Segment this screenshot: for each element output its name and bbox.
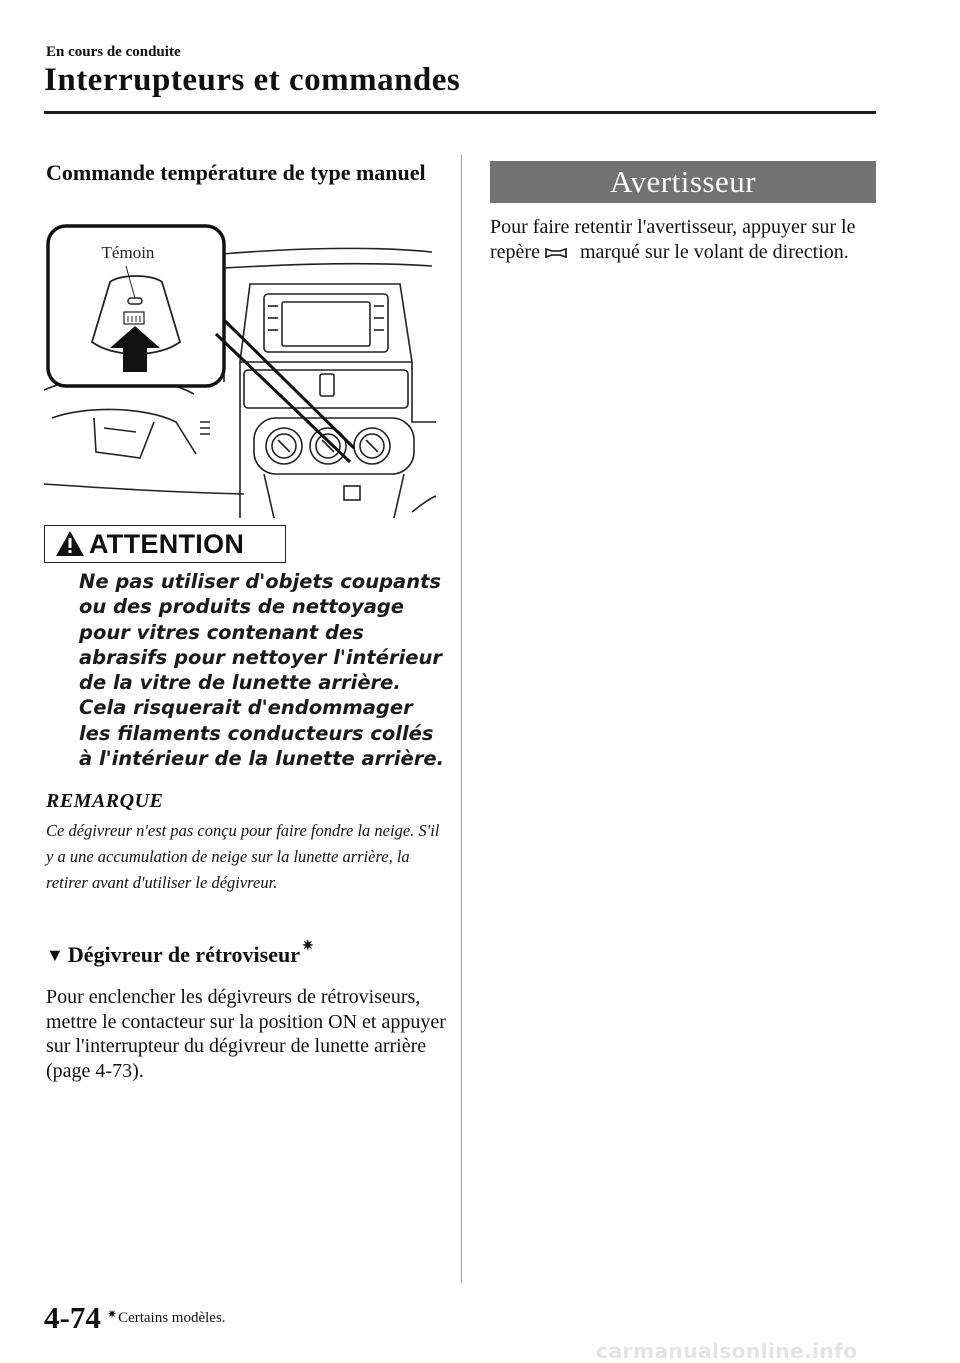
attention-text: Ne pas utiliser d'objets coupants ou des produits de nettoyage pour vitres contenant des abrasifs pour nettoyer l'intérieur de la vitre de lunette arrière. Cela risquerait d'endommager les filaments conducteurs collés à l'intérieur de la lunette arrière. xyxy=(79,570,445,771)
note-heading: REMARQUE xyxy=(46,790,164,812)
manual-climate-heading: Commande température de type manuel xyxy=(46,160,426,185)
dashboard-figure xyxy=(44,222,436,518)
column-divider xyxy=(461,155,462,1283)
attention-label-box xyxy=(44,525,286,563)
footnote-text: Certains modèles. xyxy=(118,1310,226,1326)
section-marker-icon: ▼ xyxy=(46,945,64,965)
attention-label: ATTENTION xyxy=(89,529,245,559)
optional-star-icon: ✷ xyxy=(302,939,314,954)
horn-text xyxy=(490,215,876,264)
horn-text-end: marqué sur le volant de direction. xyxy=(579,240,849,263)
page-title: Interrupteurs et commandes xyxy=(44,62,461,98)
mirror-defroster-heading xyxy=(46,939,314,968)
watermark: carmanualsonline.info xyxy=(596,1339,858,1363)
page-number: 4-74 xyxy=(44,1300,101,1335)
section-label: En cours de conduite xyxy=(46,44,181,60)
mirror-defroster-text: Pour enclencher les dégivreurs de rétroviseurs, mettre le contacteur sur la position ON et appuyer sur l'interrupteur du dégivreur de lunette arrière (page 4-73). xyxy=(46,986,446,1082)
note-text: Ce dégivreur n'est pas conçu pour faire fondre la neige. S'il y a une accumulation de neige sur la lunette arrière, la retirer avant d'utiliser le dégivreur. xyxy=(46,821,440,892)
horn-banner: Avertisseur xyxy=(490,161,876,203)
horn-text-start: Pour faire retentir l'avertisseur, appuyer sur le repère xyxy=(490,216,856,263)
mirror-defroster-title: Dégivreur de rétroviseur xyxy=(67,942,300,967)
figure-label: Témoin xyxy=(101,243,155,262)
footnote xyxy=(107,1307,226,1327)
horn-icon xyxy=(544,246,568,260)
header-rule xyxy=(44,111,876,114)
footnote-star-icon: ✷ xyxy=(107,1307,118,1321)
warning-triangle-icon xyxy=(55,530,85,557)
dashboard-illustration xyxy=(44,222,436,518)
